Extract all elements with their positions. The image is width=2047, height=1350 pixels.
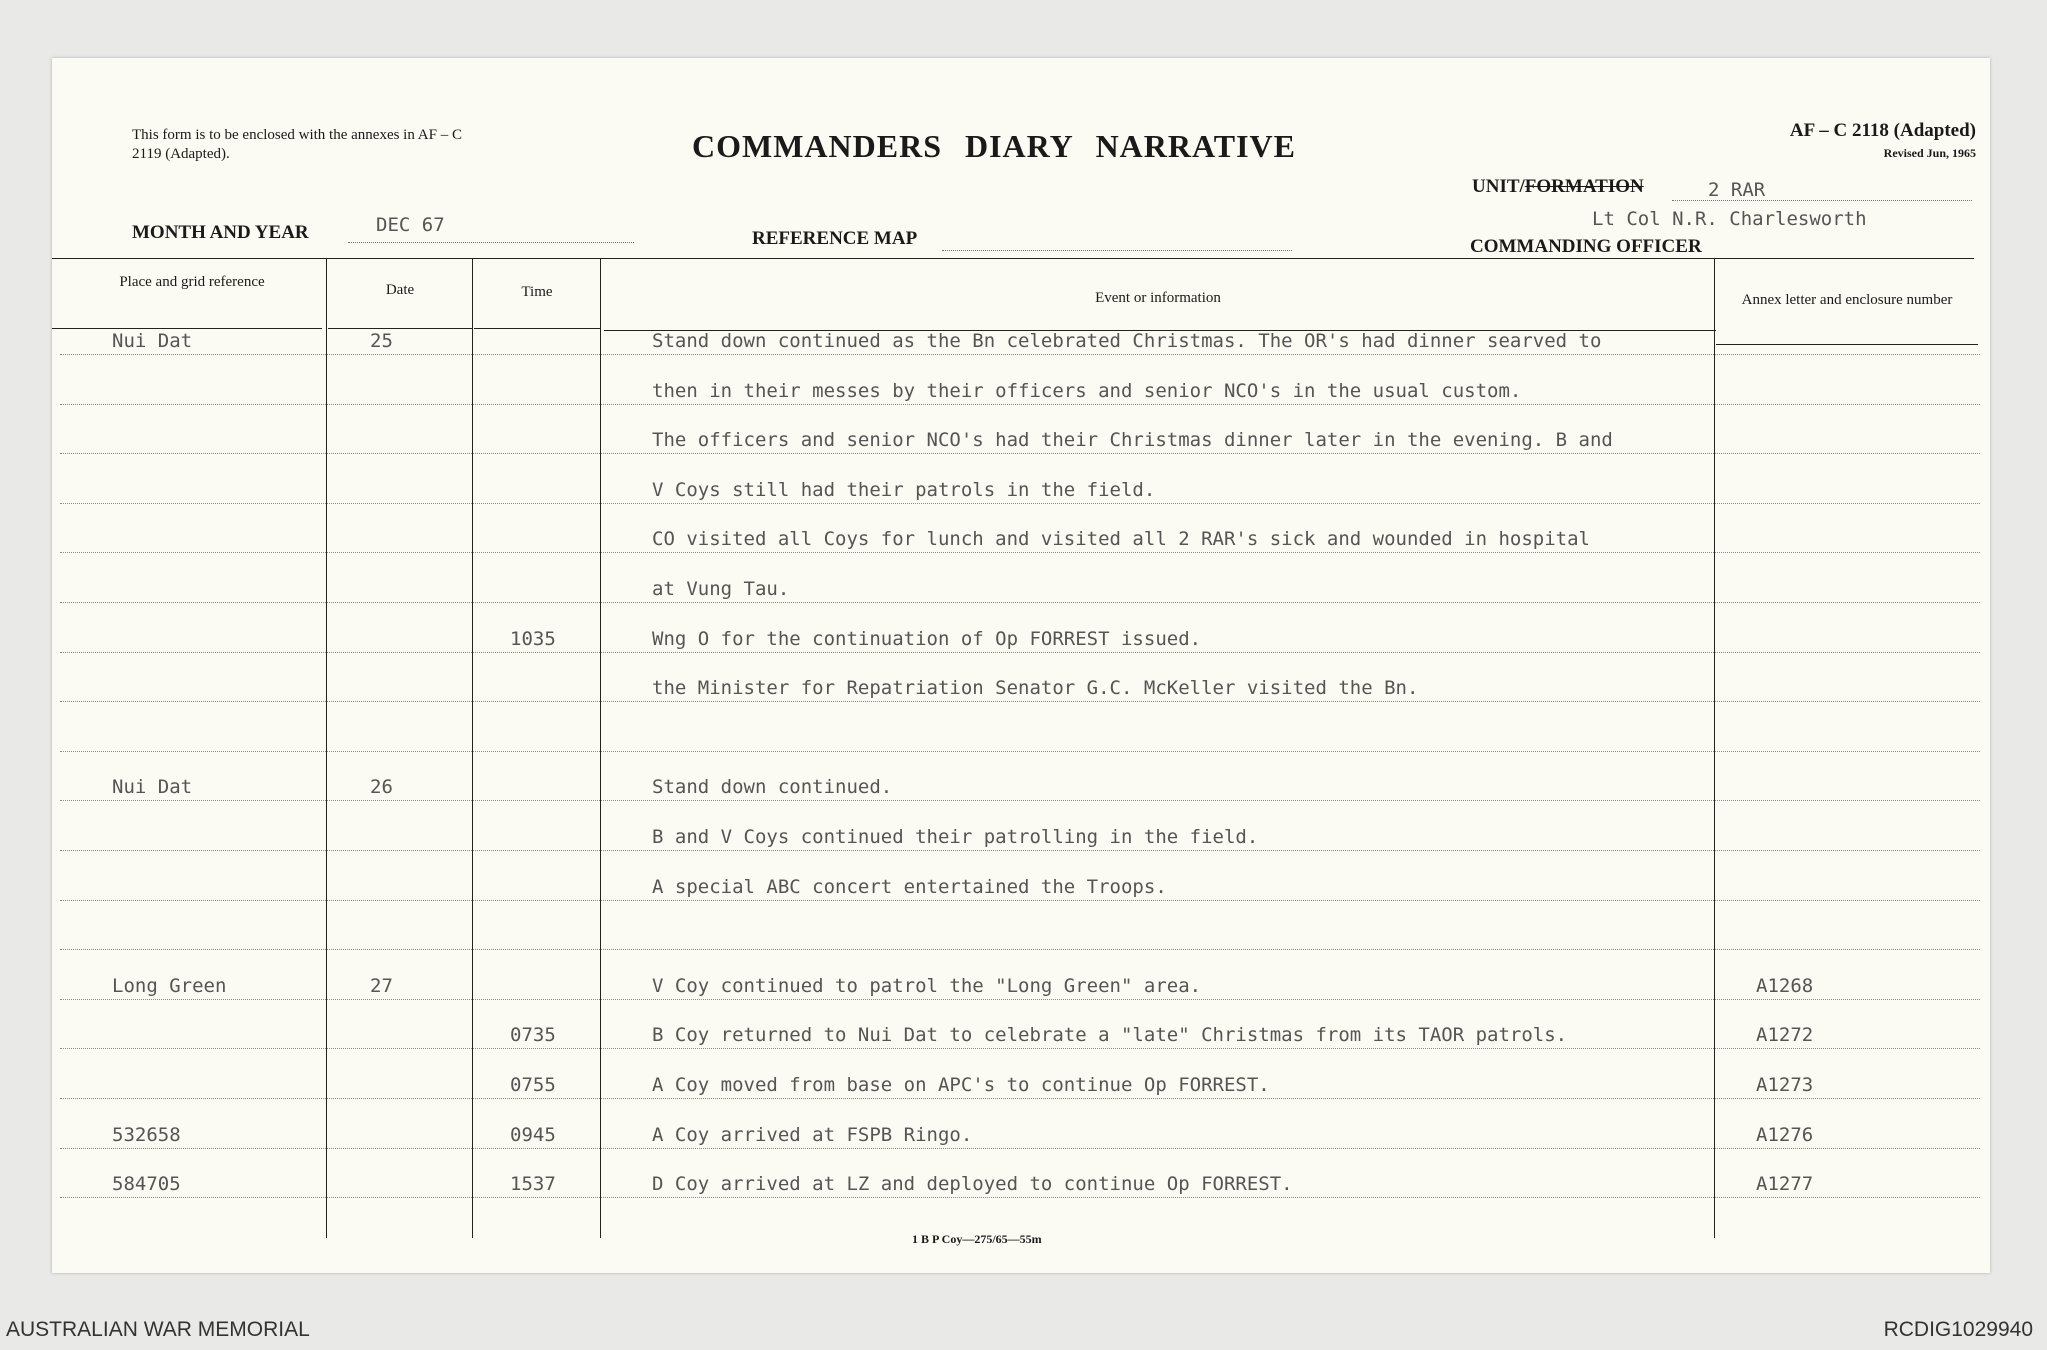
row-rule (60, 701, 1980, 702)
month-year-label: MONTH AND YEAR (132, 222, 309, 243)
column-divider-4 (1714, 258, 1715, 1238)
unit-value: 2 RAR (1708, 179, 1766, 201)
date-cell: 25 (370, 330, 393, 352)
month-field-line (348, 242, 634, 243)
event-cell: at Vung Tau. (652, 578, 790, 600)
row-rule (60, 404, 1980, 405)
commanding-officer-label: COMMANDING OFFICER (1470, 236, 1702, 257)
date-cell: 26 (370, 776, 393, 798)
table-top-border (52, 258, 1974, 259)
row-rule (60, 900, 1980, 901)
place-cell: 532658 (112, 1124, 181, 1146)
column-divider-3 (600, 258, 601, 1238)
event-cell: D Coy arrived at LZ and deployed to continue Op FORREST. (652, 1173, 1293, 1195)
column-header-date: Date (385, 282, 415, 298)
place-cell: 584705 (112, 1173, 181, 1195)
event-cell: Stand down continued as the Bn celebrated Christmas. The OR's had dinner searved to (652, 330, 1602, 352)
annex-cell: A1272 (1756, 1024, 1814, 1046)
column-header-time: Time (521, 284, 553, 300)
header-rule-date (328, 328, 473, 329)
row-rule (60, 503, 1980, 504)
form-number: AF – C 2118 (Adapted) (1789, 120, 1976, 141)
row-rule (60, 800, 1980, 801)
column-header-annex: Annex letter and enclosure number (1741, 292, 1953, 308)
row-rule (60, 552, 1980, 553)
reference-map-field-line (942, 250, 1292, 251)
column-header-place: Place and grid reference (119, 274, 265, 290)
date-cell: 27 (370, 975, 393, 997)
place-cell: Long Green (112, 975, 227, 997)
row-rule (60, 999, 1980, 1000)
event-cell: then in their messes by their officers and senior NCO's in the usual custom. (652, 380, 1522, 402)
row-rule (60, 949, 1980, 950)
event-cell: Wng O for the continuation of Op FORREST issued. (652, 628, 1202, 650)
row-rule (60, 652, 1980, 653)
annex-cell: A1276 (1756, 1124, 1814, 1146)
form-instruction: This form is to be enclosed with the annexes in AF – C 2119 (Adapted). (132, 127, 462, 162)
header-rule-place (52, 328, 322, 329)
time-cell: 0755 (510, 1074, 556, 1096)
time-cell: 0945 (510, 1124, 556, 1146)
unit-label-text: UNIT/ (1472, 176, 1525, 197)
archive-credit: AUSTRALIAN WAR MEMORIAL (6, 1318, 310, 1341)
page-title: COMMANDERS DIARY NARRATIVE (692, 128, 1296, 164)
event-cell: A Coy moved from base on APC's to continue Op FORREST. (652, 1074, 1270, 1096)
annex-cell: A1268 (1756, 975, 1814, 997)
row-rule (60, 1098, 1980, 1099)
row-rule (60, 453, 1980, 454)
event-cell: B Coy returned to Nui Dat to celebrate a "late" Christmas from its TAOR patrols. (652, 1024, 1568, 1046)
event-cell: B and V Coys continued their patrolling in the field. (652, 826, 1259, 848)
event-cell: V Coys still had their patrols in the field. (652, 479, 1156, 501)
event-cell: CO visited all Coys for lunch and visited all 2 RAR's sick and wounded in hospital (652, 528, 1590, 550)
row-rule (60, 602, 1980, 603)
annex-cell: A1277 (1756, 1173, 1814, 1195)
column-divider-1 (326, 258, 327, 1238)
event-cell: The officers and senior NCO's had their Christmas dinner later in the evening. B and (652, 429, 1613, 451)
row-rule (60, 850, 1980, 851)
row-rule (60, 354, 1980, 355)
printer-imprint: 1 B P Coy—275/65—55m (912, 1232, 1042, 1246)
archive-reference: RCDIG1029940 (1883, 1318, 2033, 1341)
row-rule (60, 751, 1980, 752)
event-cell: A special ABC concert entertained the Troops. (652, 876, 1167, 898)
reference-map-label: REFERENCE MAP (752, 228, 918, 249)
header-rule-time (474, 328, 601, 329)
time-cell: 1537 (510, 1173, 556, 1195)
column-header-event: Event or information (1095, 290, 1221, 306)
revision-date: Revised Jun, 1965 (1883, 146, 1976, 160)
event-cell: the Minister for Repatriation Senator G.C. McKeller visited the Bn. (652, 677, 1419, 699)
time-cell: 0735 (510, 1024, 556, 1046)
event-cell: Stand down continued. (652, 776, 893, 798)
formation-label-struck: FORMATION (1524, 176, 1644, 197)
place-cell: Nui Dat (112, 776, 193, 798)
header-rule-annex (1716, 344, 1978, 345)
row-rule (60, 1148, 1980, 1149)
annex-cell: A1273 (1756, 1074, 1814, 1096)
commanding-officer-name: Lt Col N.R. Charlesworth (1592, 208, 1867, 230)
place-cell: Nui Dat (112, 330, 193, 352)
event-cell: V Coy continued to patrol the "Long Green" area. (652, 975, 1202, 997)
diary-form (52, 58, 1990, 1273)
unit-label (1472, 176, 1644, 198)
row-rule (60, 1048, 1980, 1049)
month-year-value: DEC 67 (376, 214, 445, 236)
event-cell: A Coy arrived at FSPB Ringo. (652, 1124, 973, 1146)
row-rule (60, 1197, 1980, 1198)
time-cell: 1035 (510, 628, 556, 650)
column-divider-2 (472, 258, 473, 1238)
